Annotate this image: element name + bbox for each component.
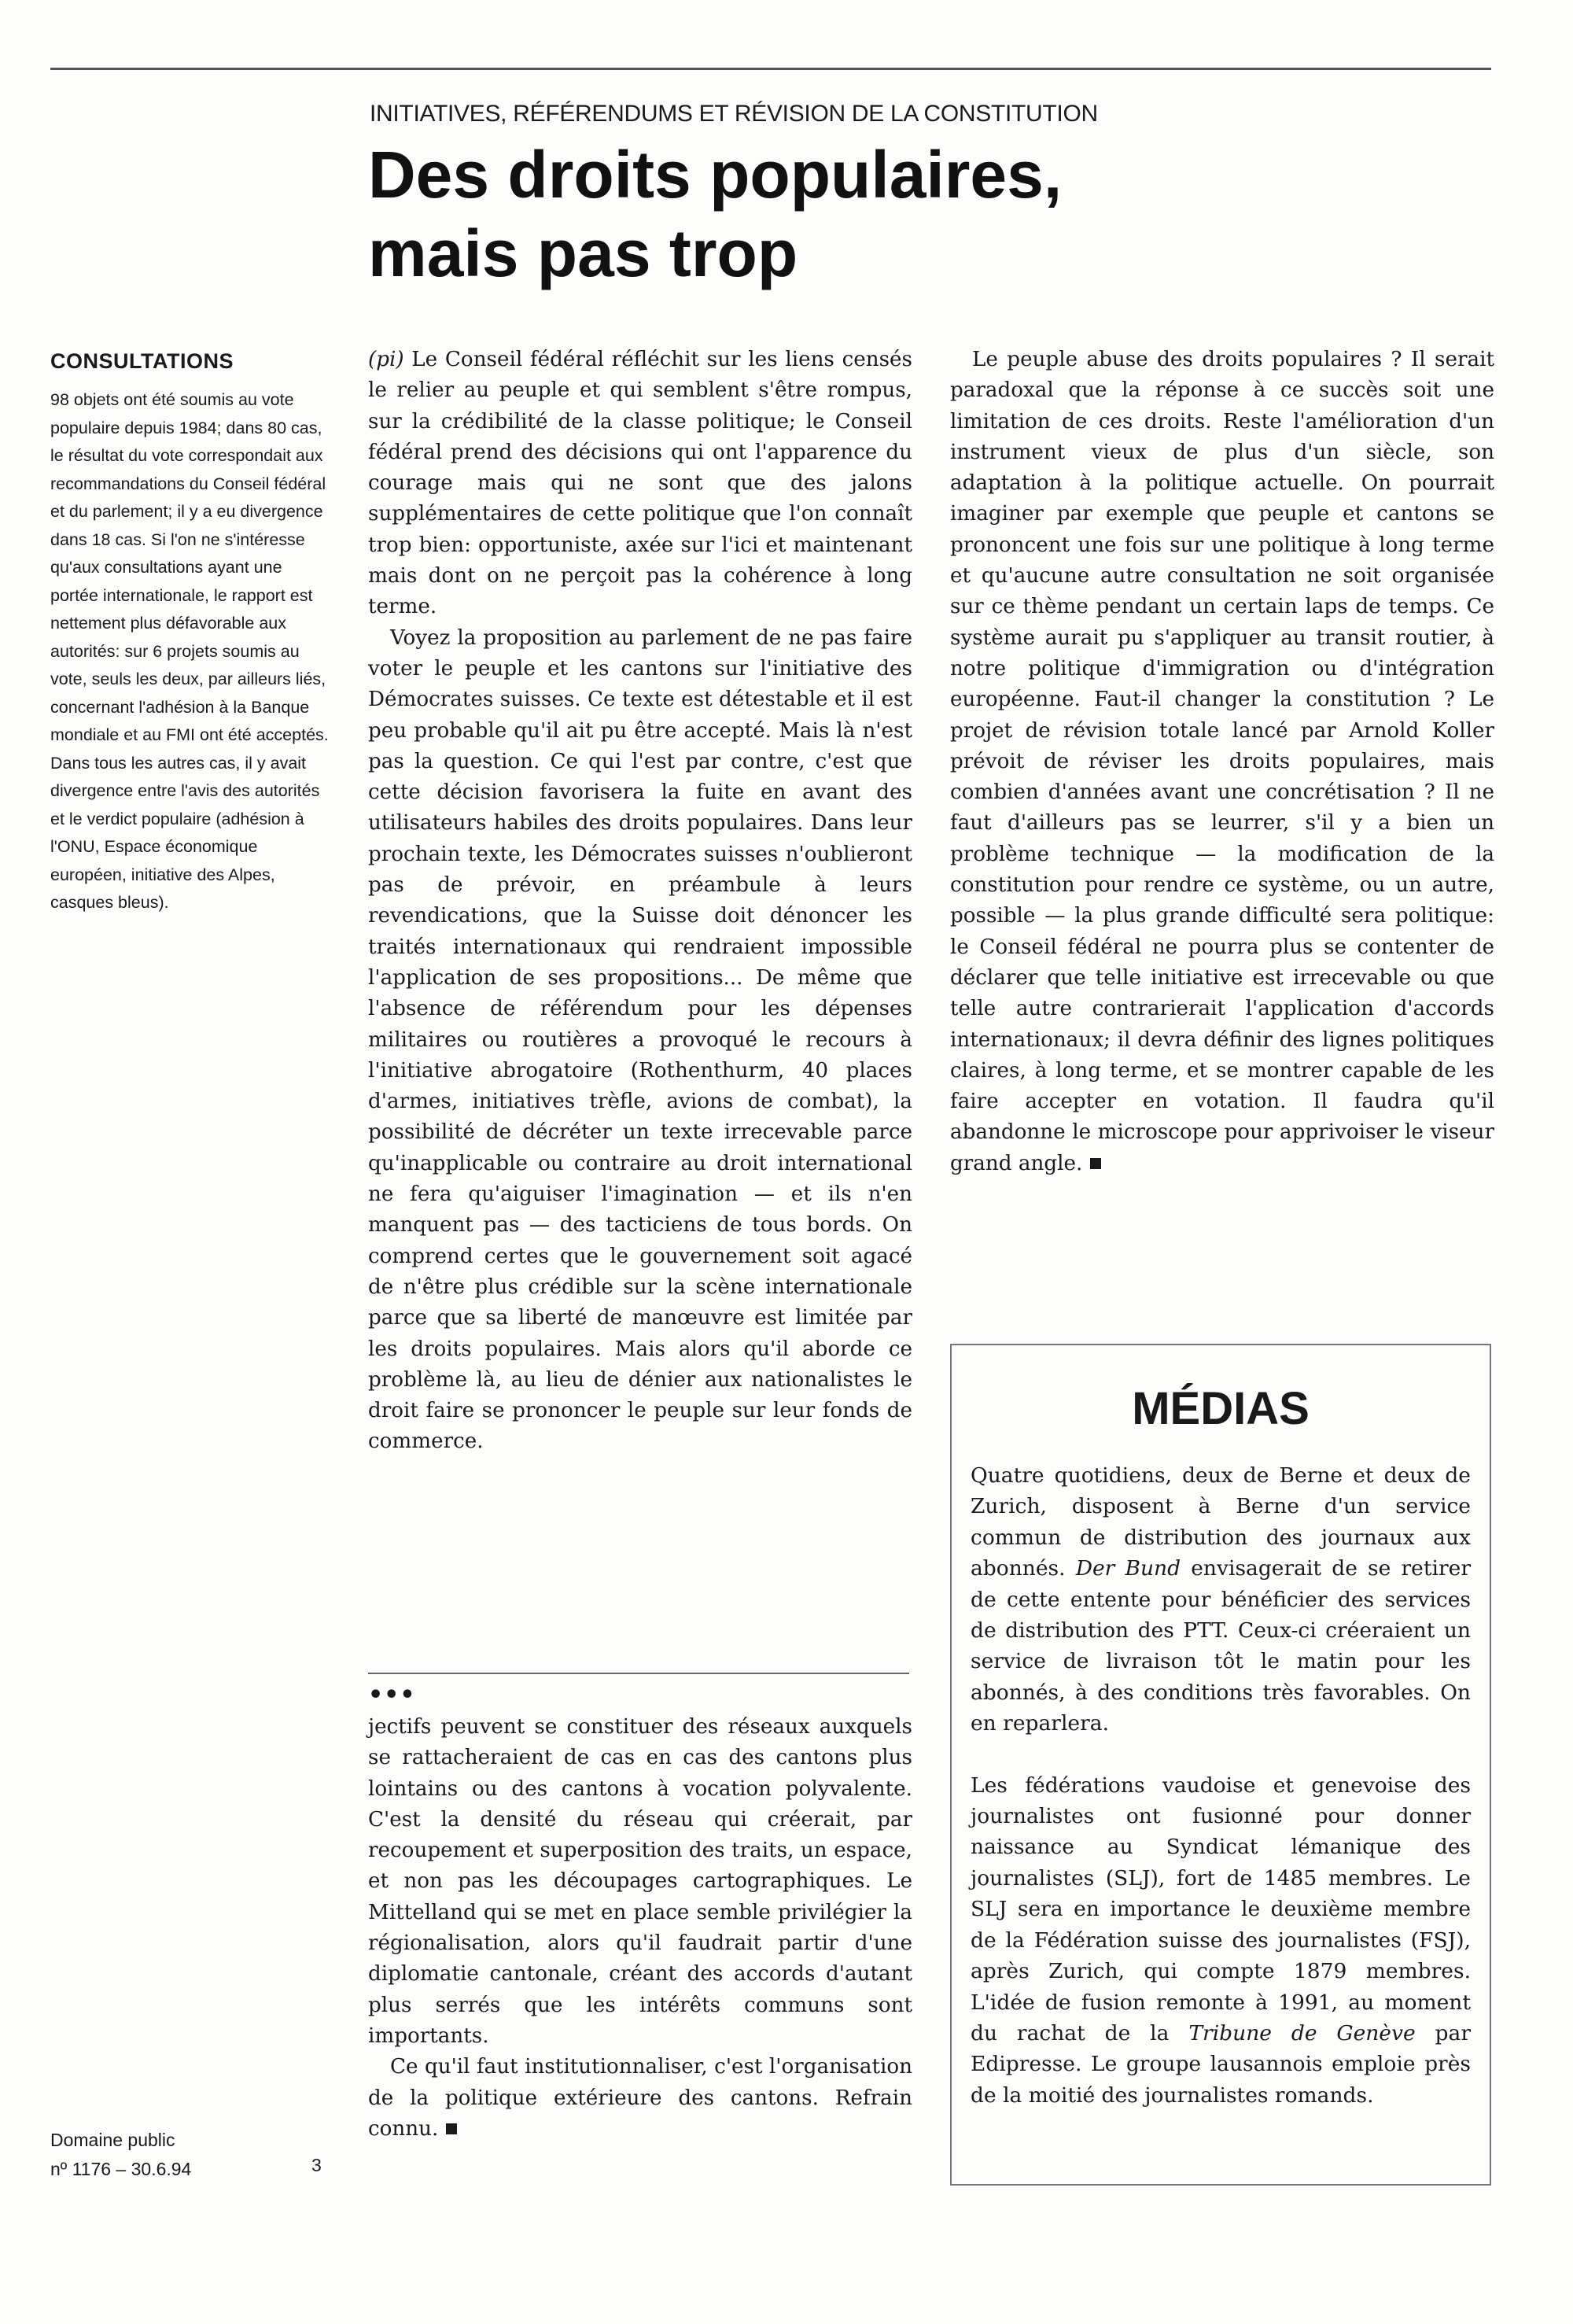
byline: (pi) — [368, 348, 404, 371]
medias-paragraph-1 — [971, 1460, 1471, 1739]
page-number: 3 — [311, 2155, 322, 2175]
headline-line-1: Des droits populaires, — [368, 138, 1063, 212]
continuation-paragraph-2-text: Ce qu'il faut institutionnaliser, c'est l'organisation de la politique extérieure des cantons. Refrain connu. — [368, 2055, 912, 2141]
medias-p1-text-a: Quatre quotidiens, deux de Berne et deux de Zurich, disposent à Berne d'un service commun de distribution des journaux aux abonnés. — [971, 1463, 1471, 1581]
medias-title: MÉDIAS — [1132, 1383, 1310, 1434]
medias-body — [971, 1460, 1471, 2111]
article-paragraph-3 — [950, 345, 1494, 1179]
end-mark-icon — [1090, 1158, 1101, 1169]
medias-p1-italic: Der Bund — [1075, 1556, 1181, 1581]
headline-line-2: mais pas trop — [368, 216, 798, 290]
continuation-paragraph-2 — [368, 2052, 912, 2145]
medias-p2-text-b: par Edipresse. Le groupe lausannois emploie près de la moitié des journalistes romands. — [971, 2020, 1471, 2108]
sidebar-title: CONSULTATIONS — [50, 349, 234, 373]
article-paragraph-1 — [368, 345, 912, 623]
article-paragraph-2: Voyez la proposition au parlement de ne pas faire voter le peuple et les cantons sur l'initiative des Démocrates suisses. Ce texte est détestable et il est peu probable qu'il ait pu être accepté. Mais là n'est pas la question. Ce qui l'est par contre, c'est que cette décision favorisera la fuite en avant des utilisateurs habiles des droits populaires. Dans leur prochain texte, les Démocrates suisses n'oublieront pas de prévoir, en préambule à leurs revendications, que la Suisse doit dénoncer les traités internationaux qui rendraient impossible l'application de ses propositions... De même que l'absence de référendum pour les dépenses militaires ou routières a provoqué le recours à l'initiative abrogatoire (Rothenthurm, 40 places d'armes, initiatives trèfle, avions de combat), la possibilité de décréter un texte irrecevable parce qu'inapplicable ou contraire au droit international ne fera qu'aiguiser l'imagination — et ils n'en manquent pas — des tacticiens de tous bords. On comprend certes que le gouvernement soit agacé de n'être plus crédible sur la scène internationale parce que sa liberté de manœuvre est limitée par les droits populaires. Mais alors qu'il aborde ce problème là, au lieu de dénier aux nationalistes le droit faire se prononcer le peuple sur leur fonds de commerce. — [368, 625, 912, 1454]
footer-publication: Domaine public — [50, 2130, 175, 2150]
article-kicker: INITIATIVES, RÉFÉRENDUMS ET RÉVISION DE LA CONSTITUTION — [370, 101, 1098, 127]
article-paragraph-3-text: Le peuple abuse des droits populaires ? Il serait paradoxal que la réponse à ce succès soit une limitation de ces droits. Reste l'amélioration d'un instrument vieux de plus d'un siècle, son adaptation à la politique actuelle. On pourrait imaginer par exemple que peuple et cantons se prononcent une fois sur une politique à long terme et qu'aucune autre consultation ne soit organisée sur ce thème pendant un certain laps de temps. Ce système aurait pu s'appliquer au transit routier, à notre politique d'immigration ou d'intégration européenne. Faut-il changer la constitution ? Le projet de révision totale lancé par Arnold Koller prévoit de réviser les droits populaires, mais combien d'années avant une concrétisation ? Il ne faut d'ailleurs pas se leurrer, s'il y a bien un problème technique — la modification de la constitution pour rendre ce système, ou un autre, possible — la plus grande difficulté sera politique: le Conseil fédéral ne pourra plus se contenter de déclarer que telle initiative est irrecevable ou que telle autre contrarierait l'application d'accords internationaux; il devra définir des lignes politiques claires, à long terme, et se montrer capable de les faire accepter en votation. Il faudra qu'il abandonne le microscope pour apprivoiser le viseur grand angle. — [950, 348, 1494, 1175]
continuation-column — [368, 1712, 912, 2145]
footer — [50, 2126, 341, 2184]
end-mark-icon — [446, 2123, 457, 2134]
sidebar-body: 98 objets ont été soumis au vote populaire depuis 1984; dans 80 cas, le résultat du vote correspondait aux recommandations du Conseil fédéral et du parlement; il y a eu divergence dans 18 cas. Si l'on ne s'intéresse qu'aux consultations ayant une portée internationale, le rapport est nettement plus défavorable aux autorités: sur 6 projets soumis au vote, seuls les deux, par ailleurs liés, concernant l'adhésion à la Banque mondiale et au FMI ont été acceptés. Dans tous les autres cas, il y avait divergence entre l'avis des autorités et le verdict populaire (adhésion à l'ONU, Espace économique européen, initiative des Alpes, casques bleus). — [50, 390, 329, 912]
medias-paragraph-2 — [971, 1770, 1471, 2111]
medias-p2-text-a: Les fédérations vaudoise et genevoise des journalistes ont fusionné pour donner naissance au Syndicat lémanique des journalistes (SLJ), fort de 1485 membres. Le SLJ sera en importance le deuxième membre de la Fédération suisse des journalistes (FSJ), après Zurich, qui compte 1879 membres. L'idée de fusion remonte à 1991, au moment du rachat de la — [971, 1773, 1471, 2045]
medias-p2-italic: Tribune de Genève — [1188, 2020, 1416, 2045]
article-paragraph-1-text: Le Conseil fédéral réfléchit sur les liens censés le relier au peuple et qui semblent s'être rompus, sur la crédibilité de la classe politique; le Conseil fédéral prend des décisions qui ont l'apparence du courage mais qui ne sont que des jalons supplémentaires de cette politique que l'on connaît trop bien: opportuniste, axée sur l'ici et maintenant mais dont on ne perçoit pas la cohérence à long terme. — [368, 348, 912, 619]
sidebar-consultations — [50, 349, 333, 917]
article-headline — [368, 135, 1469, 293]
article-column-2 — [950, 345, 1494, 1179]
top-rule — [50, 68, 1491, 70]
article-column-1 — [368, 345, 912, 1458]
medias-p1-text-b: envisagerait de se retirer de cette entente pour bénéficier des services de distribution des PTT. Ceux-ci créeraient un service de livraison tôt le matin pour les abonnés, à des conditions très favorables. On en reparlera. — [971, 1556, 1472, 1736]
medias-box — [950, 1344, 1491, 2186]
column-divider-rule — [368, 1673, 909, 1674]
footer-issue: nº 1176 – 30.6.94 — [50, 2159, 192, 2179]
continuation-marker: ••• — [368, 1681, 416, 1709]
continuation-paragraph-1: jectifs peuvent se constituer des réseaux auxquels se rattacheraient de cas en cas des cantons plus lointains ou des cantons à vocation polyvalente. C'est la densité du réseau qui créerait, par recoupement et superposition des traits, un espace, et non pas les découpages cartographiques. Le Mittelland qui se met en place semble privilégier la régionalisation, alors qu'il faudrait partir d'une diplomatie cantonale, créant des accords d'autant plus serrés que les intérêts communs sont importants. — [368, 1715, 912, 2048]
